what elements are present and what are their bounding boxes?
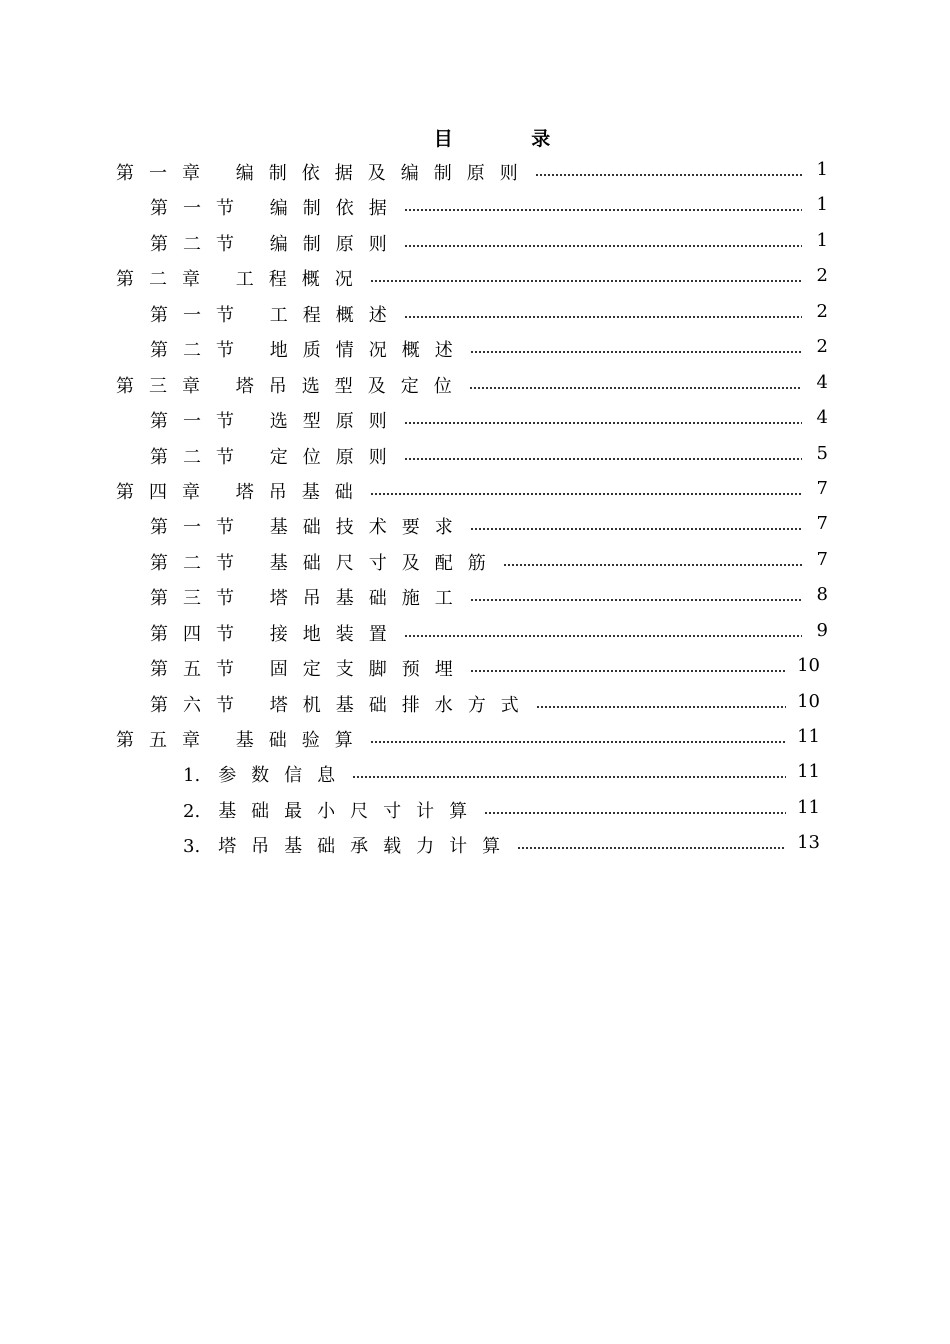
toc-entry-number: 3. [183, 836, 201, 858]
toc-entry-text: 基础最小尺寸计算 [218, 800, 483, 822]
toc-entry-page: 2 [816, 336, 828, 358]
toc-leader-dots [535, 159, 802, 177]
toc-leader-dots [517, 832, 786, 850]
toc-entry-page: 13 [797, 832, 820, 854]
toc-entry-text: 第五节 固定支脚预埋 [150, 659, 468, 681]
toc-entry-label [183, 761, 350, 787]
toc-entry-text: 第六节 塔机基础排水方式 [150, 694, 534, 716]
toc-entry-page: 9 [816, 619, 828, 641]
toc-entry[interactable] [0, 295, 950, 330]
toc-entry[interactable] [0, 224, 950, 259]
toc-leader-dots [404, 407, 802, 425]
toc-entry[interactable] [0, 153, 950, 188]
toc-entry-page: 7 [816, 513, 828, 535]
toc-entry-text: 第二节 地质情况概述 [150, 340, 468, 362]
toc-entry-page: 1 [816, 159, 828, 180]
toc-entry-text: 第五章 基础验算 [116, 730, 368, 751]
toc-entry-text: 第四节 接地装置 [150, 623, 402, 645]
toc-leader-dots [352, 761, 786, 779]
toc-entry-page: 1 [816, 194, 828, 216]
toc-entry-page: 2 [816, 300, 828, 322]
toc-entry-text: 第一节 基础技术要求 [150, 517, 468, 539]
toc-leader-dots [370, 726, 786, 744]
toc-entry-label [150, 584, 468, 610]
toc-entry[interactable] [0, 366, 950, 401]
toc-entry-label [116, 726, 368, 752]
toc-entry-text: 第一节 工程概述 [150, 304, 402, 326]
toc-entry[interactable] [0, 259, 950, 294]
toc-entry-text: 参数信息 [218, 765, 351, 787]
toc-entry[interactable] [0, 437, 950, 472]
toc-entry-text: 第二节 定位原则 [150, 446, 402, 468]
toc-leader-dots [404, 230, 802, 248]
toc-entry-label [150, 194, 402, 220]
toc-entry-text: 第一节 选型原则 [150, 411, 402, 433]
toc-entry[interactable] [0, 791, 950, 826]
toc-leader-dots [469, 372, 802, 390]
toc-entry[interactable] [0, 755, 950, 790]
toc-entry-text: 塔吊基础承载力计算 [218, 836, 516, 858]
toc-entry-label [150, 691, 534, 717]
toc-leader-dots [470, 336, 802, 354]
toc-entry[interactable] [0, 188, 950, 223]
toc-leader-dots [536, 691, 786, 709]
toc-entry-page: 8 [816, 584, 828, 606]
toc-leader-dots [404, 620, 802, 638]
toc-entry-page: 1 [816, 229, 828, 251]
toc-entry-label [150, 655, 468, 681]
toc-entry-label [183, 797, 482, 823]
toc-entry[interactable] [0, 685, 950, 720]
toc-entry-number: 1. [183, 765, 201, 787]
toc-entry-label [150, 443, 402, 469]
toc-entry[interactable] [0, 507, 950, 542]
toc-entry-text: 第四章 塔吊基础 [116, 481, 368, 503]
toc-entry-label [150, 549, 501, 575]
toc-entry-label [150, 513, 468, 539]
toc-entry[interactable] [0, 649, 950, 684]
toc-entry-page: 10 [797, 655, 820, 677]
toc-entry-text: 第二节 基础尺寸及配筋 [150, 552, 501, 574]
toc-entry[interactable] [0, 720, 950, 755]
toc-entry-label [116, 372, 467, 398]
toc-entry-page: 11 [797, 726, 820, 747]
toc-leader-dots [470, 584, 802, 602]
toc-leader-dots [503, 549, 802, 567]
toc-entry[interactable] [0, 543, 950, 578]
toc-entry-text: 第一章 编制依据及编制原则 [116, 163, 533, 184]
toc-entry-number: 2. [183, 800, 201, 822]
toc-entry-page: 10 [797, 690, 820, 712]
toc-entry-text: 第三章 塔吊选型及定位 [116, 375, 467, 397]
toc-entry-page: 2 [816, 265, 828, 287]
toc-entry-label [116, 159, 533, 185]
toc-entry-page: 11 [797, 796, 820, 818]
toc-entry-page: 4 [816, 407, 828, 429]
toc-entry-label [116, 265, 368, 291]
toc-entry-text: 第三节 塔吊基础施工 [150, 588, 468, 610]
table-of-contents [0, 153, 950, 862]
toc-leader-dots [470, 655, 786, 673]
toc-entry-label [150, 336, 468, 362]
toc-entry-label [116, 478, 368, 504]
toc-title: 目 录 [433, 128, 587, 150]
toc-entry-label [150, 230, 402, 256]
toc-leader-dots [484, 797, 786, 815]
toc-entry-page: 11 [797, 761, 820, 783]
toc-entry-page: 7 [816, 548, 828, 570]
toc-entry[interactable] [0, 614, 950, 649]
toc-leader-dots [470, 513, 802, 531]
toc-entry-label [150, 301, 402, 327]
toc-leader-dots [404, 443, 802, 461]
toc-entry[interactable] [0, 578, 950, 613]
toc-entry[interactable] [0, 472, 950, 507]
toc-entry[interactable] [0, 826, 950, 861]
toc-leader-dots [404, 301, 802, 319]
toc-entry-page: 7 [816, 477, 828, 499]
toc-entry-text: 第一节 编制依据 [150, 198, 402, 220]
toc-leader-dots [370, 478, 802, 496]
toc-entry-label [150, 620, 402, 646]
toc-entry[interactable] [0, 401, 950, 436]
toc-entry-page: 5 [816, 442, 828, 464]
toc-entry-page: 4 [816, 371, 828, 393]
toc-leader-dots [370, 265, 802, 283]
toc-leader-dots [404, 194, 802, 212]
toc-entry-label [183, 832, 515, 858]
toc-entry-label [150, 407, 402, 433]
toc-entry[interactable] [0, 330, 950, 365]
toc-entry-text: 第二章 工程概况 [116, 269, 368, 291]
toc-entry-text: 第二节 编制原则 [150, 233, 402, 255]
